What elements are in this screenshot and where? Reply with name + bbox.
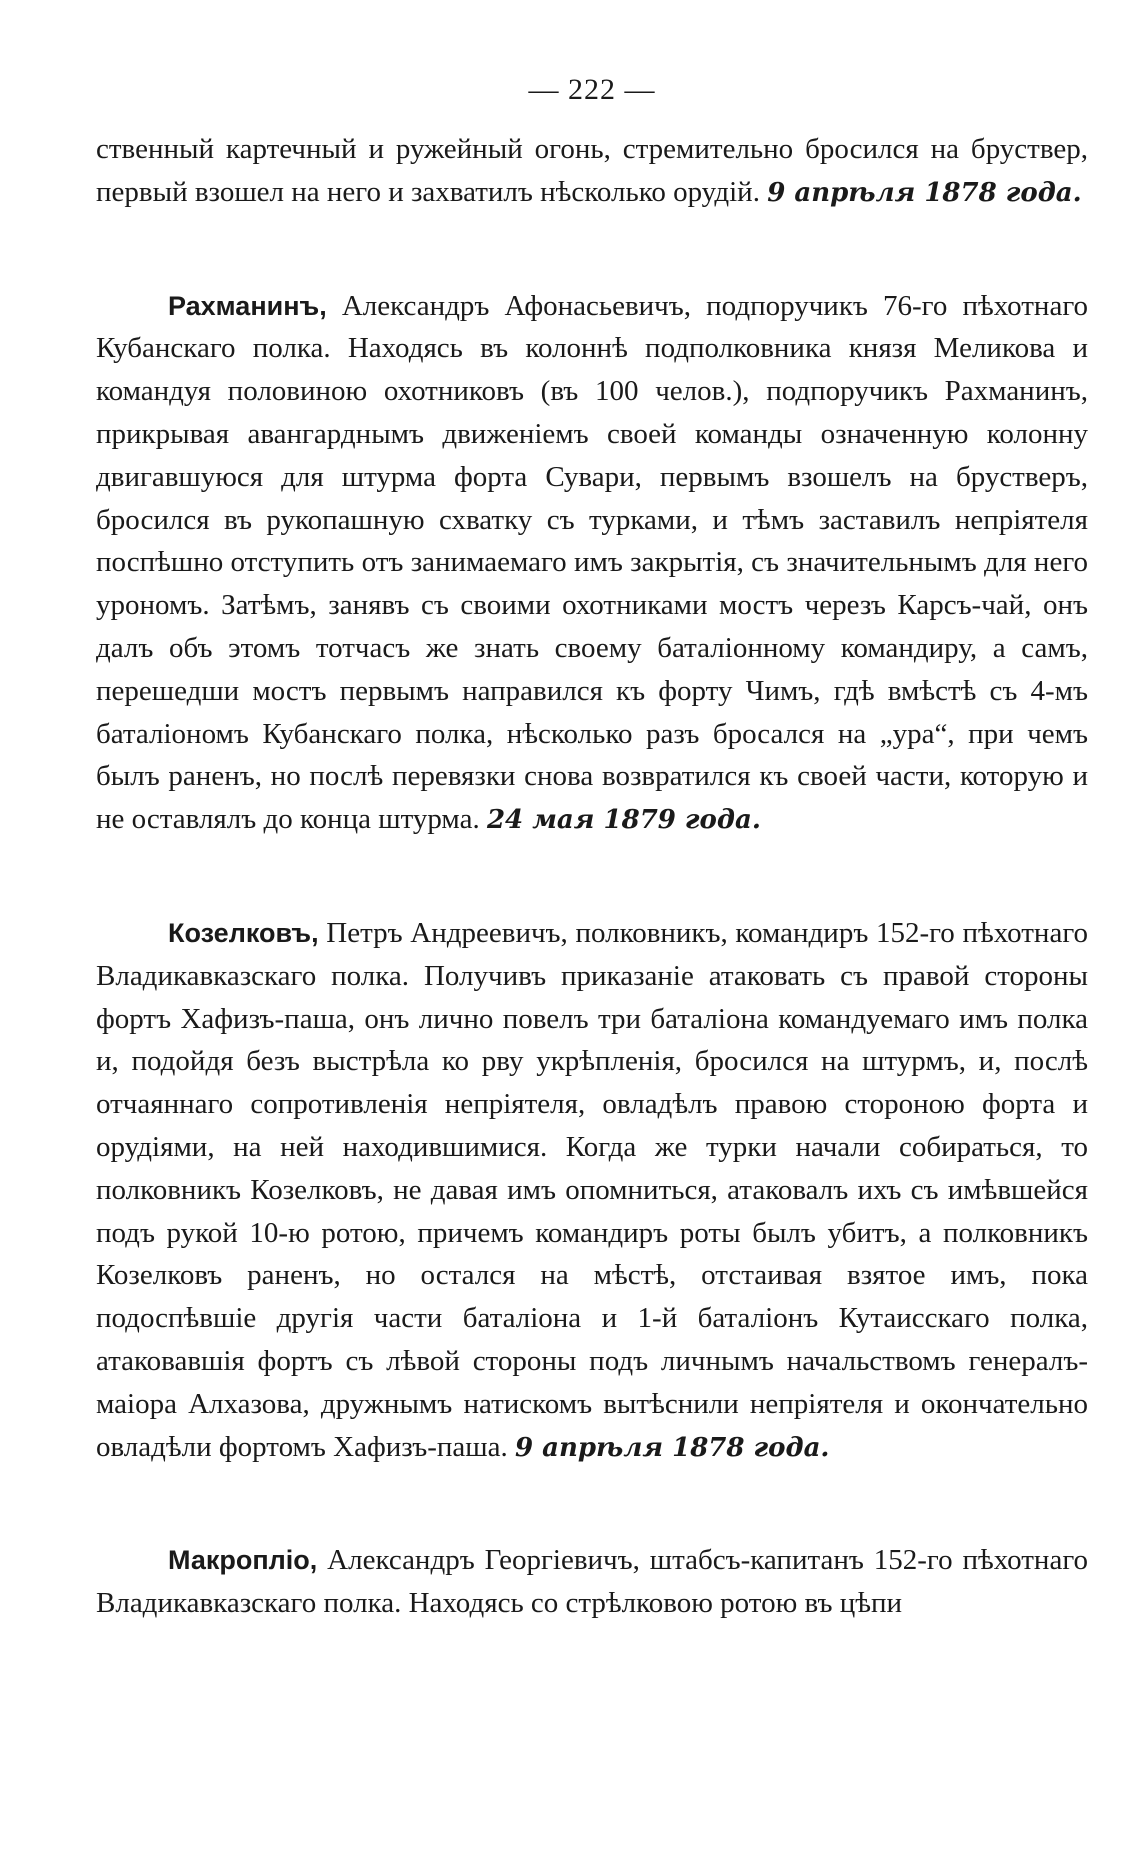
continuation-date: 9 апрѣля 1878 года. [767,177,1082,208]
document-page [96,70,1088,1695]
entry-surname: Макропліо, [168,1545,318,1576]
entry-text: Александръ Георгіевичъ, штабсъ-капитанъ 152-го пѣхотнаго Владикавказскаго полка. Находясь со стрѣлковою ротою въ цѣпи [96,1544,1088,1620]
page-number: — 222 — [528,73,656,106]
entry-text: Александръ Афонасьевичъ, подпоручикъ 76-го пѣхотнаго Кубанскаго полка. Находясь въ колоннѣ подполковника князя Меликова и командуя половиною охотниковъ (въ 100 челов.), подпоручикъ Рахманинъ, прикрывая авангарднымъ движеніемъ своей команды означенную колонну двигавшуюся для штурма форта Сувари, первымъ взошелъ на брустверъ, бросился въ рукопашную схватку съ турками, и тѣмъ заставилъ непріятеля поспѣшно отступить отъ занимаемаго имъ закрытія, съ значительнымъ для него урономъ. Затѣмъ, занявъ съ своими охотниками мостъ черезъ Карсъ-чай, онъ далъ объ этомъ тотчасъ же знать своему баталіонному командиру, а самъ, перешедши мостъ первымъ направился къ форту Чимъ, гдѣ вмѣстѣ съ 4-мъ баталіономъ Кубанскаго полка, нѣсколько разъ бросался на „ура“, при чемъ былъ раненъ, но послѣ перевязки снова возвратился къ своей части, которую и не оставлялъ до конца штурма. [96,289,1088,836]
entry-makroplio [96,1539,1088,1625]
entry-rakhmanin [96,285,1088,842]
entry-surname: Козелковъ, [168,917,319,948]
entry-surname: Рахманинъ, [168,290,327,321]
entry-kozelkov [96,912,1088,1469]
continuation-paragraph [96,128,1088,215]
entry-text: Петръ Андреевичъ, полковникъ, командиръ 152-го пѣхотнаго Владикавказскаго полка. Получивъ приказаніе атаковать съ правой стороны фортъ Хафизъ-паша, онъ лично повелъ три баталіона командуемаго имъ полка и, подойдя безъ выстрѣла ко рву укрѣпленія, бросился на штурмъ, и, послѣ отчаяннаго сопротивленія непріятеля, овладѣлъ правою стороною форта и орудіями, на ней находившимися. Когда же турки начали собираться, то полковникъ Козелковъ, не давая имъ опомниться, атаковалъ ихъ съ имѣвшейся подъ рукой 10-ю ротою, причемъ командиръ роты былъ убитъ, а полковникъ Козелковъ раненъ, но остался на мѣстѣ, отстаивая взятое имъ, пока подоспѣвшіе другія части баталіона и 1-й баталіонъ Кутаисскаго полка, атаковавшія фортъ съ лѣвой стороны подъ личнымъ начальствомъ генералъ-маіора Алхазова, дружнымъ натискомъ вытѣснили непріятеля и окончательно овладѣли фортомъ Хафизъ-паша. [96,916,1088,1463]
entry-date: 24 мая 1879 года. [486,805,761,836]
entry-date: 9 апрѣля 1878 года. [514,1432,830,1463]
continuation-text: ственный картечный и ружейный огонь, стремительно бросился на бруствер, первый взошел на него и захватилъ нѣсколько орудій. [96,133,1088,208]
